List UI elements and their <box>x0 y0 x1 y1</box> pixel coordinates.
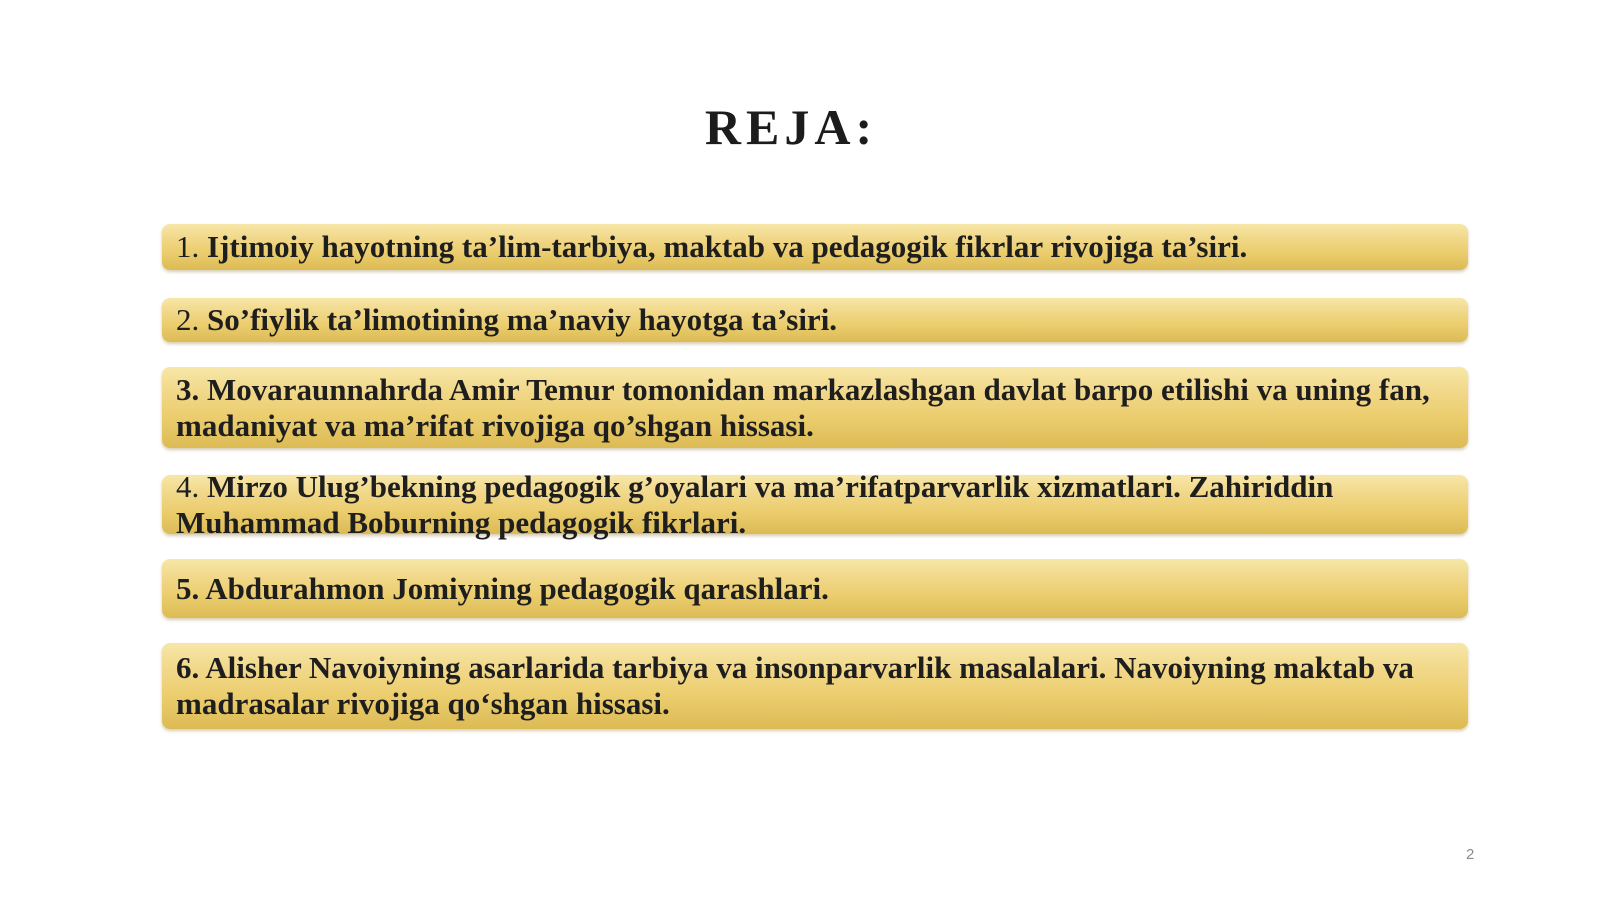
plan-item-2 <box>162 298 1468 342</box>
plan-item-1 <box>162 224 1468 270</box>
plan-item-6 <box>162 643 1468 729</box>
slide-title: REJA: <box>704 99 878 155</box>
plan-item-number: 5. <box>176 570 200 606</box>
plan-item-text: Mirzo Ulug’bekning pedagogik g’oyalari va ma’rifatparvarlik xizmatlari. Zahiriddin Muhammad Boburning pedagogik fikrlari. <box>176 468 1342 540</box>
plan-item-5 <box>162 559 1468 618</box>
plan-item-text: Ijtimoiy hayotning ta’lim-tarbiya, maktab va pedagogik fikrlar rivojiga ta’siri. <box>207 229 1248 264</box>
plan-item-number: 3. <box>176 371 200 407</box>
plan-item-number: 1. <box>176 229 200 264</box>
plan-item-number: 2. <box>176 302 200 337</box>
plan-item-text: Abdurahmon Jomiyning pedagogik qarashlari. <box>205 570 829 606</box>
plan-item-number: 6. <box>176 650 200 685</box>
plan-item-text: Movaraunnahrda Amir Temur tomonidan markazlashgan davlat barpo etilishi va uning fan, madaniyat va ma’rifat rivojiga qo’shgan hissasi. <box>176 371 1438 443</box>
plan-item-4 <box>162 468 1468 540</box>
page-number: 2 <box>1466 846 1475 863</box>
plan-item-3 <box>162 367 1468 448</box>
plan-item-text: Alisher Navoiyning asarlarida tarbiya va insonparvarlik masalalari. Navoiyning maktab va madrasalar rivojiga qo‘shgan hissasi. <box>176 650 1422 721</box>
plan-item-number: 4. <box>176 468 200 504</box>
plan-item-text: So’fiylik ta’limotining ma’naviy hayotga ta’siri. <box>207 302 838 337</box>
